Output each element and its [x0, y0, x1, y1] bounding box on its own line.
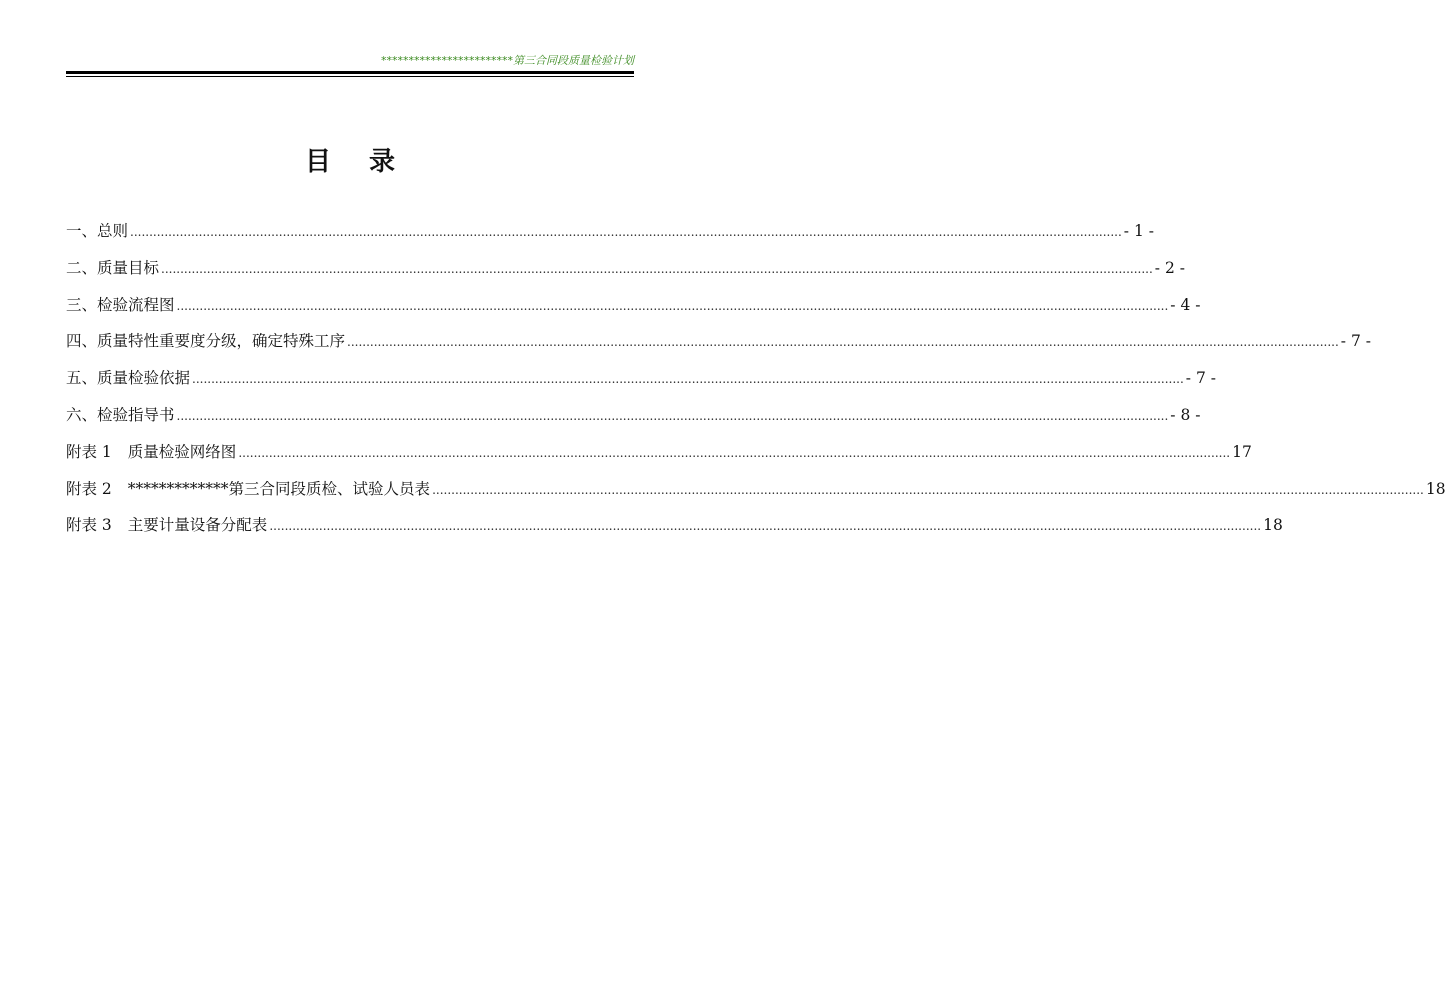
- header-rule-thin: [66, 76, 634, 77]
- toc-entry-text: 主要计量设备分配表: [127, 516, 268, 535]
- toc-entry-label-wrap: [66, 510, 267, 540]
- toc-leader: ....................................................................................................................................................................................................................................................................: [238, 445, 1231, 460]
- toc-entry-label: 附表 3: [66, 516, 112, 535]
- toc-entry[interactable]: [66, 437, 1252, 474]
- toc-entry-label: 附表 1: [66, 442, 112, 461]
- toc-entry-text: 五、质量检验依据: [66, 369, 191, 388]
- toc-entry[interactable]: [66, 216, 1154, 253]
- toc-entry-page: 17: [1232, 442, 1252, 461]
- toc-entry-page: - 7 -: [1340, 332, 1371, 351]
- toc-entry[interactable]: [66, 510, 1283, 547]
- toc-entry-text: 二、质量目标: [66, 258, 160, 277]
- header-rule-thick: [66, 71, 634, 74]
- toc-entry[interactable]: [66, 400, 1201, 437]
- toc-entry-page: - 4 -: [1170, 295, 1201, 314]
- toc-entry-text: 质量检验网络图: [127, 442, 237, 461]
- toc-entry-page: - 8 -: [1170, 405, 1201, 424]
- toc-entry-page: - 1 -: [1123, 222, 1154, 240]
- toc-entry[interactable]: [66, 253, 1185, 290]
- page-title: 目录: [304, 147, 433, 177]
- toc-entry-label-wrap: [66, 474, 430, 504]
- toc-leader: ....................................................................................................................................................................................................................................................................: [130, 225, 1122, 239]
- toc-leader: ....................................................................................................................................................................................................................................................................: [176, 408, 1169, 423]
- toc-entry[interactable]: [66, 326, 1371, 363]
- toc-entry-text: 三、检验流程图: [66, 295, 175, 314]
- toc-entry[interactable]: [66, 363, 1216, 400]
- toc-entry-text: 四、质量特性重要度分级，确定特殊工序: [66, 332, 346, 351]
- toc-leader: ....................................................................................................................................................................................................................................................................: [161, 261, 1153, 276]
- toc-entry-label-wrap: [66, 437, 236, 467]
- running-header: ************************第三合同段质量检验计划: [381, 54, 634, 67]
- toc-entry-label: 附表 2: [66, 479, 112, 498]
- toc-leader: ....................................................................................................................................................................................................................................................................: [269, 519, 1262, 534]
- toc-entry-page: - 7 -: [1185, 369, 1216, 388]
- toc-leader: ....................................................................................................................................................................................................................................................................: [176, 298, 1169, 313]
- toc-entry-text: 六、检验指导书: [66, 405, 175, 424]
- toc-entry-page: 18: [1263, 516, 1283, 535]
- toc-entry[interactable]: [66, 290, 1201, 327]
- toc-entry-page: 18: [1425, 479, 1446, 498]
- toc-entry-page: - 2 -: [1154, 258, 1185, 277]
- toc-leader: ....................................................................................................................................................................................................................................................................: [347, 335, 1339, 350]
- toc-entry[interactable]: [66, 474, 1446, 511]
- table-of-contents: [66, 216, 1446, 547]
- toc-entry-text: 一、总则: [66, 222, 129, 240]
- toc-leader: ....................................................................................................................................................................................................................................................................: [432, 482, 1424, 497]
- toc-entry-text: *************第三合同段质检、试验人员表: [127, 479, 431, 498]
- toc-leader: ....................................................................................................................................................................................................................................................................: [192, 372, 1184, 387]
